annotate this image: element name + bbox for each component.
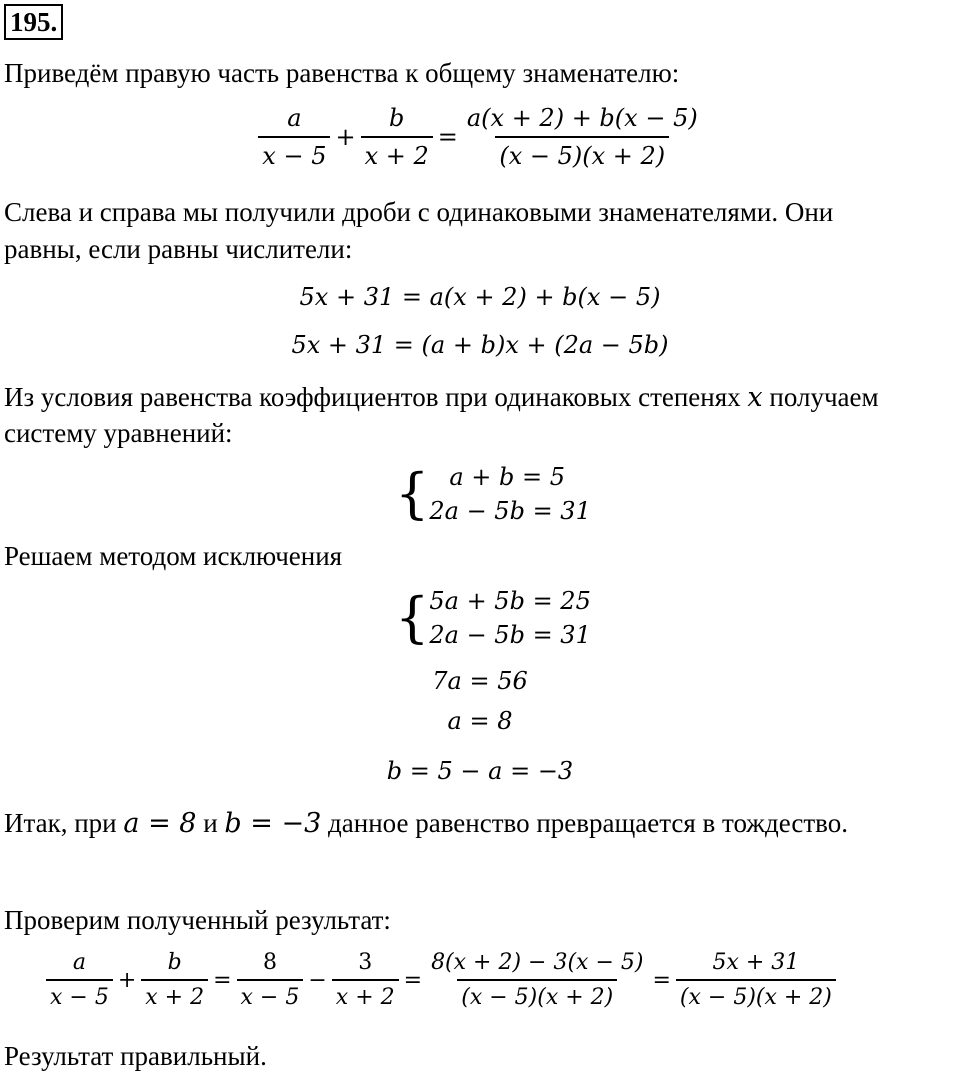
check-equation: $\frac{a}{x - 5}$ + $\frac{b}{x + 2}$ = $\frac{8}{x - 5}$ − $\frac{3}{x + 2}$ = $\frac{8(x + 2) - 3(x - 5)}{(x - 5)(x + 2)}$ = $\frac{5x + 31}{(x - 5)(x + 2)}$	[44, 950, 838, 1010]
check-fraction-1: $\frac{a}{x - 5}$	[46, 950, 113, 1010]
same-denominators-line-1: Слева и справа мы получили дроби с одинаковыми знаменателями. Они	[4, 197, 834, 227]
equation-a-value: a = 8	[447, 707, 513, 735]
problem-number-badge: 195.	[4, 4, 63, 40]
equation-7a: 7a = 56	[432, 667, 528, 695]
fraction-combined: $\frac{a(x + 2) + b(x - 5)}{(x - 5)(x + 2)}$	[466, 104, 698, 170]
intro-text: Приведём правую часть равенства к общему знаменателю:	[4, 58, 680, 88]
system-of-equations-2: { 5a + 5b = 25 2a − 5b = 31	[395, 586, 591, 649]
coefficients-line-1: Из условия равенства коэффициентов при одинаковых степенях x получаем	[4, 382, 879, 413]
brace-symbol: {	[395, 462, 430, 525]
equation-common-denominator: $\frac{a}{x - 5}$ + $\frac{b}{x + 2}$ = $\frac{a(x + 2) + b(x - 5)}{(x - 5)(x + 2)}$	[0, 104, 960, 170]
fraction-b-over-x-plus-2: $\frac{b}{x + 2}$	[361, 104, 433, 170]
check-fraction-4: $\frac{3}{x + 2}$	[332, 950, 399, 1010]
same-denominators-line-2: равны, если равны числители:	[4, 234, 353, 264]
equation-b-value: b = 5 − a = −3	[386, 757, 574, 785]
coefficients-line-2: систему уравнений:	[4, 418, 233, 448]
equation-expanded: 5x + 31 = (a + b)x + (2a − 5b)	[291, 331, 669, 359]
check-fraction-2: $\frac{b}{x + 2}$	[141, 950, 208, 1010]
brace-symbol: {	[395, 586, 430, 649]
conclusion-text: Итак, при a = 8 и b = −3 данное равенство превращается в тождество.	[4, 808, 848, 839]
fraction-a-over-x-minus-5: $\frac{a}{x - 5}$	[258, 104, 330, 170]
equation-numerators: 5x + 31 = a(x + 2) + b(x − 5)	[299, 283, 661, 311]
method-text: Решаем методом исключения	[4, 541, 343, 571]
system-of-equations-1: { a + b = 5 2a − 5b = 31	[395, 462, 591, 525]
check-fraction-5: $\frac{8(x + 2) - 3(x - 5)}{(x - 5)(x + 2)}$	[431, 950, 644, 1010]
check-fraction-3: $\frac{8}{x - 5}$	[237, 950, 304, 1010]
check-text: Проверим полученный результат:	[4, 905, 391, 935]
check-fraction-6: $\frac{5x + 31}{(x - 5)(x + 2)}$	[676, 950, 836, 1010]
result-text: Результат правильный.	[4, 1041, 267, 1071]
